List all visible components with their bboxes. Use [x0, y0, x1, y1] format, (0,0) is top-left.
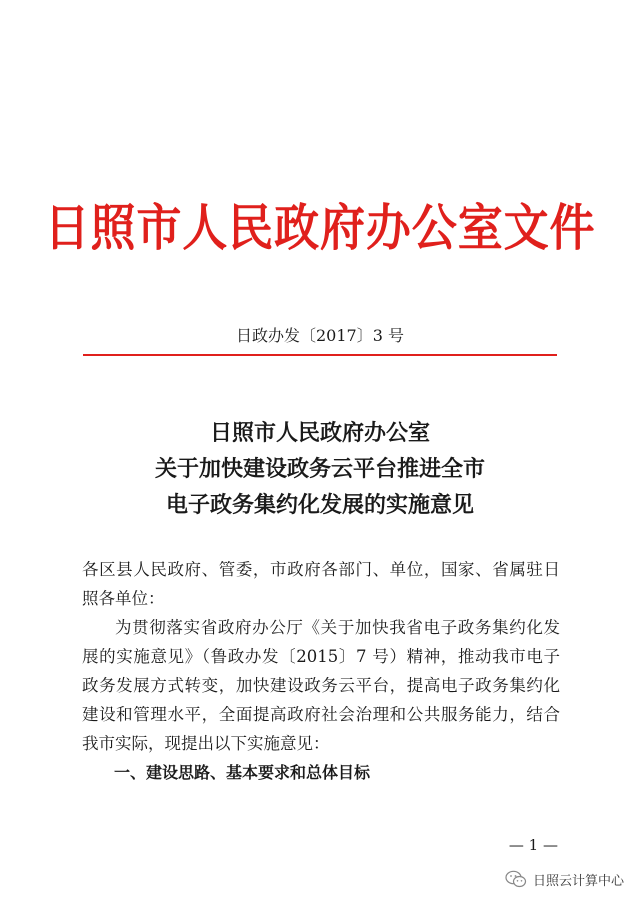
page-number: — 1 —: [508, 836, 558, 854]
watermark-text: 日照云计算中心: [532, 873, 624, 889]
title-line-2: 关于加快建设政务云平台推进全市: [154, 456, 485, 482]
masthead-title: 日照市人民政府办公室文件: [44, 199, 596, 257]
document-body: [82, 555, 560, 787]
intro-paragraph: 为贯彻落实省政府办公厅《关于加快我省电子政务集约化发展的实施意见》（鲁政办发〔2015〕7 号）精神，推动我市电子政务发展方式转变，加快建设政务云平台，提高电子政务集约化建设和管理水平，全面提高政府社会治理和公共服务能力，结合我市实际，现提出以下实施意见：: [82, 618, 560, 753]
section-heading-1: 一、建设思路、基本要求和总体目标: [114, 763, 371, 782]
red-divider-line: [83, 354, 557, 356]
document-number: 日政办发〔2017〕3 号: [236, 326, 404, 345]
title-line-3: 电子政务集约化发展的实施意见: [165, 492, 474, 518]
document-title: [0, 415, 640, 523]
wechat-watermark: [505, 868, 624, 890]
title-line-1: 日照市人民政府办公室: [209, 420, 430, 446]
addressee-paragraph: 各区县人民政府、管委，市政府各部门、单位，国家、省属驻日照各单位：: [82, 560, 560, 608]
wechat-icon: [505, 870, 527, 888]
